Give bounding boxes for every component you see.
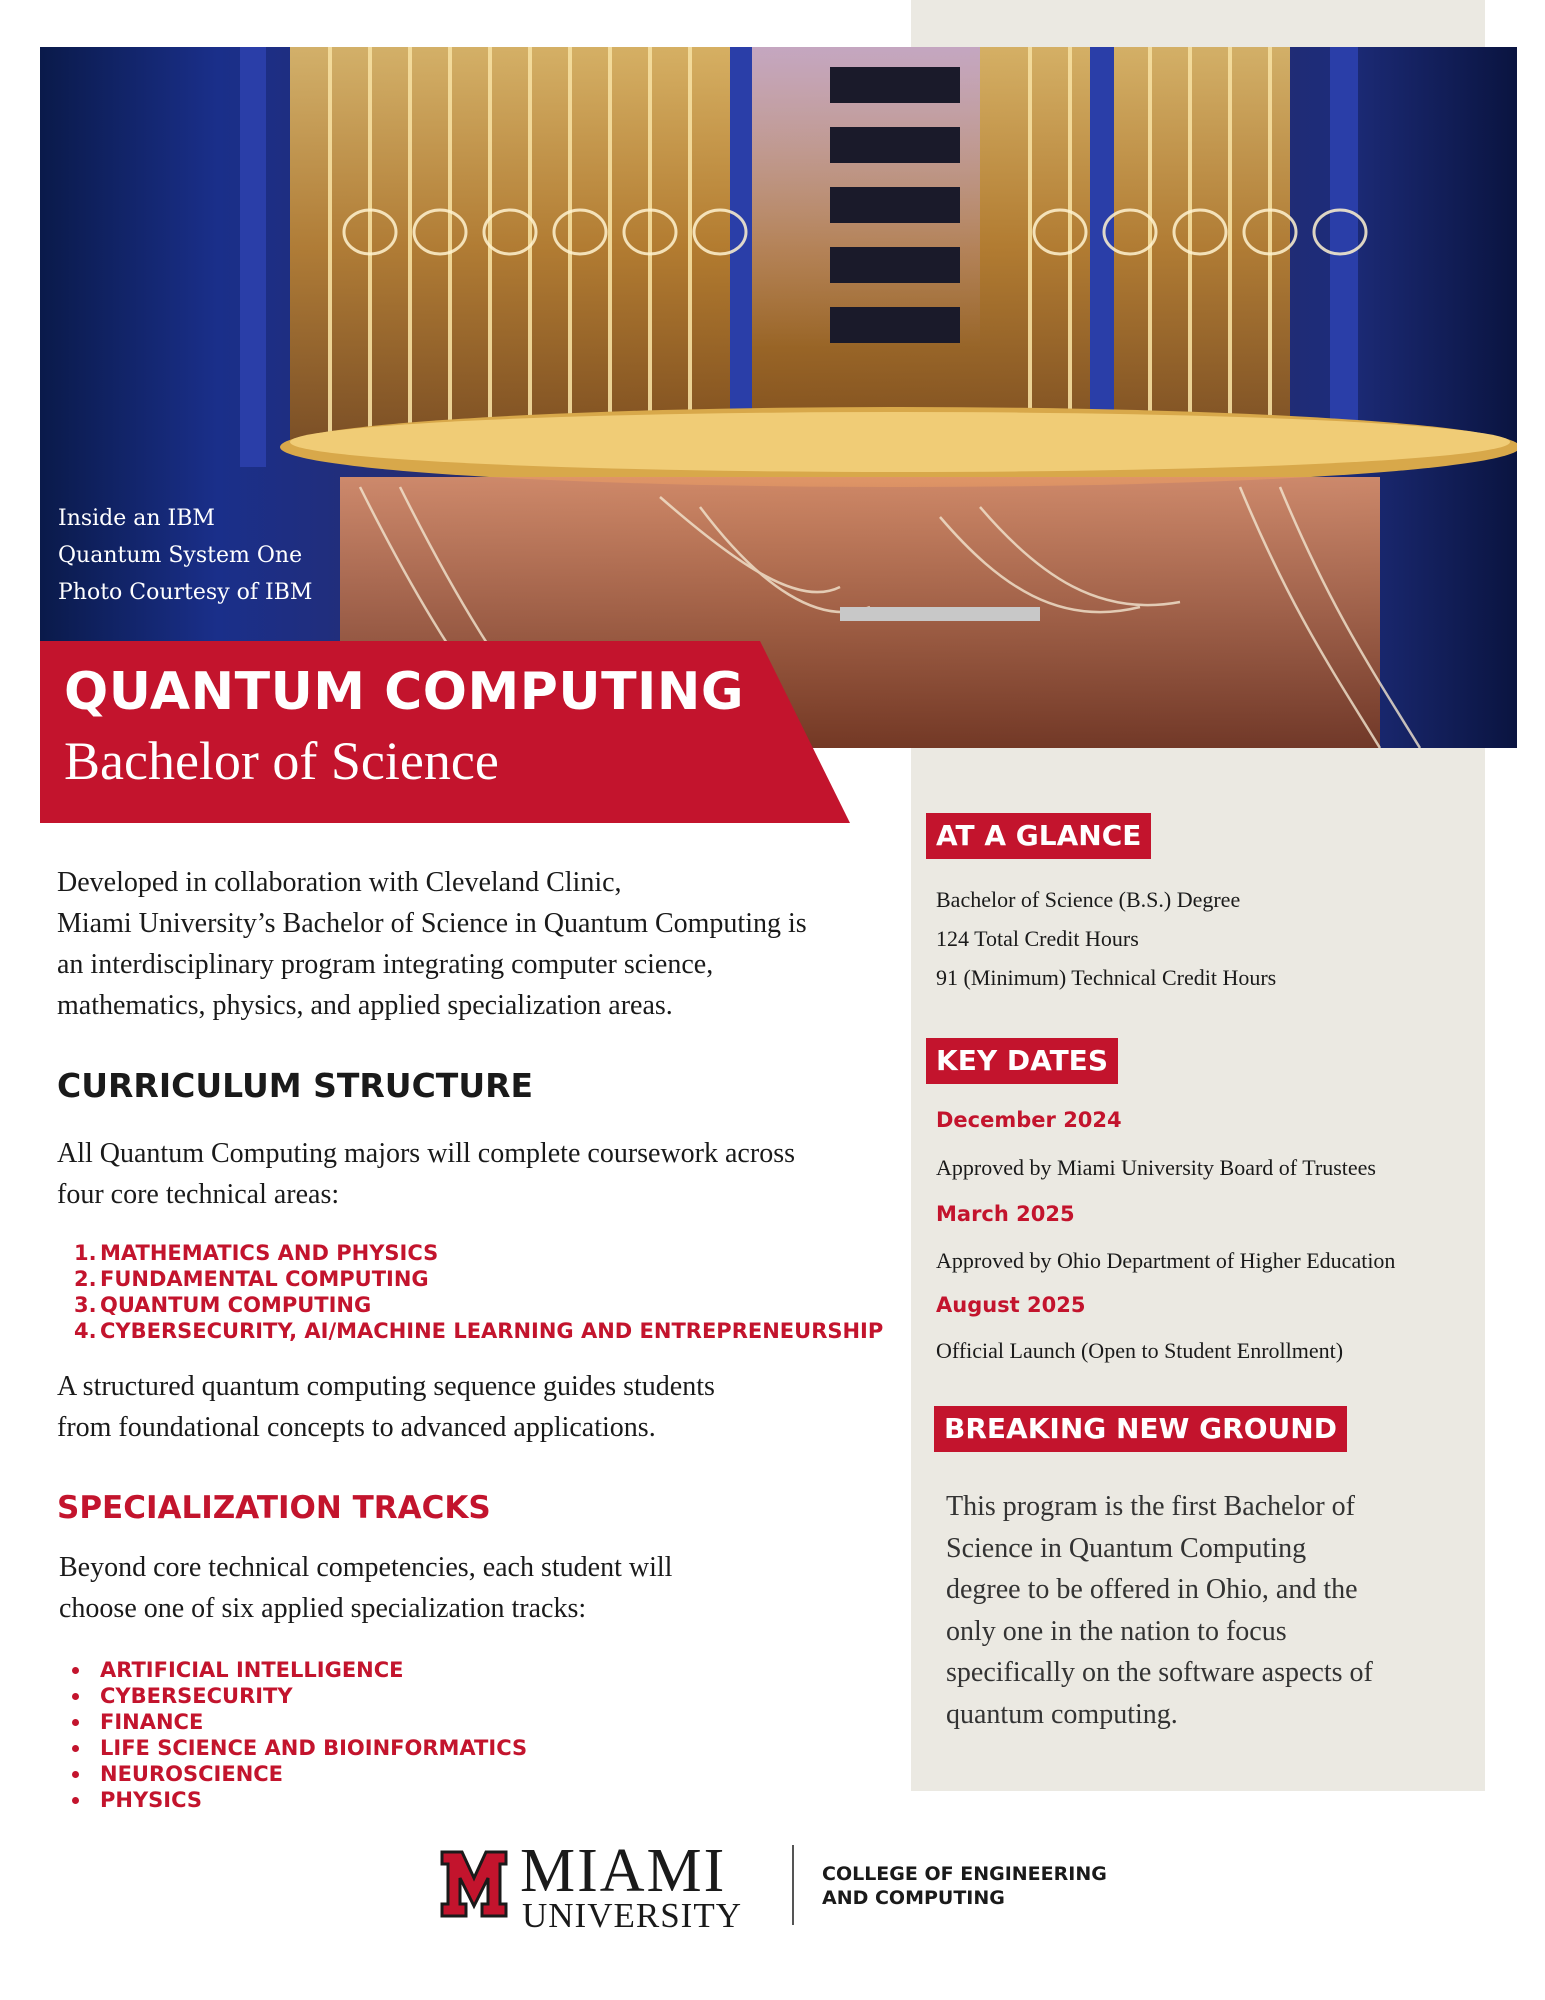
bullet-icon [72,1771,79,1778]
core-areas-list [74,1240,883,1344]
list-item [74,1240,883,1266]
list-item [100,1735,527,1761]
bullet-icon [72,1745,79,1752]
page-subtitle: Bachelor of Science [64,731,499,791]
curriculum-after [57,1366,715,1448]
item-label: CYBERSECURITY, AI/MACHINE LEARNING AND ENTREPRENEURSHIP [100,1319,884,1343]
list-item [74,1266,883,1292]
logo-wordmark: MIAMI [520,1837,727,1905]
intro-line: Developed in collaboration with Cleveland Clinic, [57,867,622,898]
caption-line: Inside an IBM [58,506,215,531]
footer-divider [792,1845,794,1925]
breaking-line: only one in the nation to focus [946,1615,1287,1647]
page-title: QUANTUM COMPUTING [64,662,745,722]
breaking-line: This program is the first Bachelor of [946,1491,1356,1522]
curriculum-after-line: A structured quantum computing sequence guides students [57,1371,715,1402]
photo-caption [58,500,312,611]
breaking-line: specifically on the software aspects of [946,1657,1373,1688]
breaking-heading: BREAKING NEW GROUND [934,1406,1347,1452]
tracks-lead-line: Beyond core technical competencies, each student will [59,1552,673,1583]
item-label: MATHEMATICS AND PHYSICS [100,1241,439,1265]
intro-line: mathematics, physics, and applied specialization areas. [57,990,673,1021]
list-item [74,1292,883,1318]
list-item [100,1761,527,1787]
item-label: ARTIFICIAL INTELLIGENCE [100,1658,404,1682]
breaking-line: Science in Quantum Computing [946,1532,1307,1564]
curriculum-lead [57,1133,795,1215]
bullet-icon [72,1693,79,1700]
list-item [100,1683,527,1709]
list-item [100,1709,527,1735]
glance-heading: AT A GLANCE [926,813,1151,859]
item-number: 1. [74,1241,97,1265]
list-item [100,1787,527,1813]
logo-subword: UNIVERSITY [522,1896,742,1935]
item-number: 4. [74,1319,97,1343]
glance-item: Bachelor of Science (B.S.) Degree [936,887,1241,912]
date-description: Approved by Ohio Department of Higher Education [936,1248,1396,1273]
item-label: LIFE SCIENCE AND BIOINFORMATICS [100,1736,528,1760]
college-line: AND COMPUTING [822,1887,1005,1909]
curriculum-heading: CURRICULUM STRUCTURE [57,1066,534,1105]
curriculum-lead-line: All Quantum Computing majors will complete coursework across [57,1138,795,1169]
date-description: Official Launch (Open to Student Enrollment) [936,1338,1344,1363]
tracks-list [100,1657,527,1813]
item-number: 2. [74,1267,97,1291]
date-description: Approved by Miami University Board of Trustees [936,1155,1376,1180]
glance-item: 124 Total Credit Hours [936,926,1139,951]
item-label: NEUROSCIENCE [100,1762,284,1786]
college-name [822,1862,1107,1910]
curriculum-lead-line: four core technical areas: [57,1179,340,1210]
tracks-heading: SPECIALIZATION TRACKS [57,1490,491,1526]
item-label: QUANTUM COMPUTING [100,1293,372,1317]
college-line: COLLEGE OF ENGINEERING [822,1863,1107,1885]
list-item [100,1657,527,1683]
caption-line: Photo Courtesy of IBM [58,580,313,605]
miami-m-logo-icon [440,1848,508,1920]
date-label: March 2025 [936,1202,1075,1226]
glance-item: 91 (Minimum) Technical Credit Hours [936,965,1277,990]
item-label: PHYSICS [100,1788,203,1812]
key-dates-heading: KEY DATES [926,1038,1118,1084]
item-label: FINANCE [100,1710,204,1734]
bullet-icon [72,1667,79,1674]
item-label: CYBERSECURITY [100,1684,293,1708]
item-number: 3. [74,1293,97,1317]
bullet-icon [72,1797,79,1804]
list-item [74,1318,883,1344]
breaking-paragraph [946,1486,1373,1735]
caption-line: Quantum System One [58,543,303,568]
breaking-line: quantum computing. [946,1698,1178,1730]
intro-line: Miami University’s Bachelor of Science in Quantum Computing is [57,908,807,939]
breaking-line: degree to be offered in Ohio, and the [946,1574,1358,1605]
tracks-lead-line: choose one of six applied specialization tracks: [59,1593,587,1624]
bullet-icon [72,1719,79,1726]
item-label: FUNDAMENTAL COMPUTING [100,1267,429,1291]
tracks-lead [59,1547,672,1629]
curriculum-after-line: from foundational concepts to advanced applications. [57,1412,656,1443]
date-label: August 2025 [936,1293,1086,1317]
intro-paragraph [57,862,897,1026]
date-label: December 2024 [936,1108,1122,1132]
intro-line: an interdisciplinary program integrating computer science, [57,949,714,980]
